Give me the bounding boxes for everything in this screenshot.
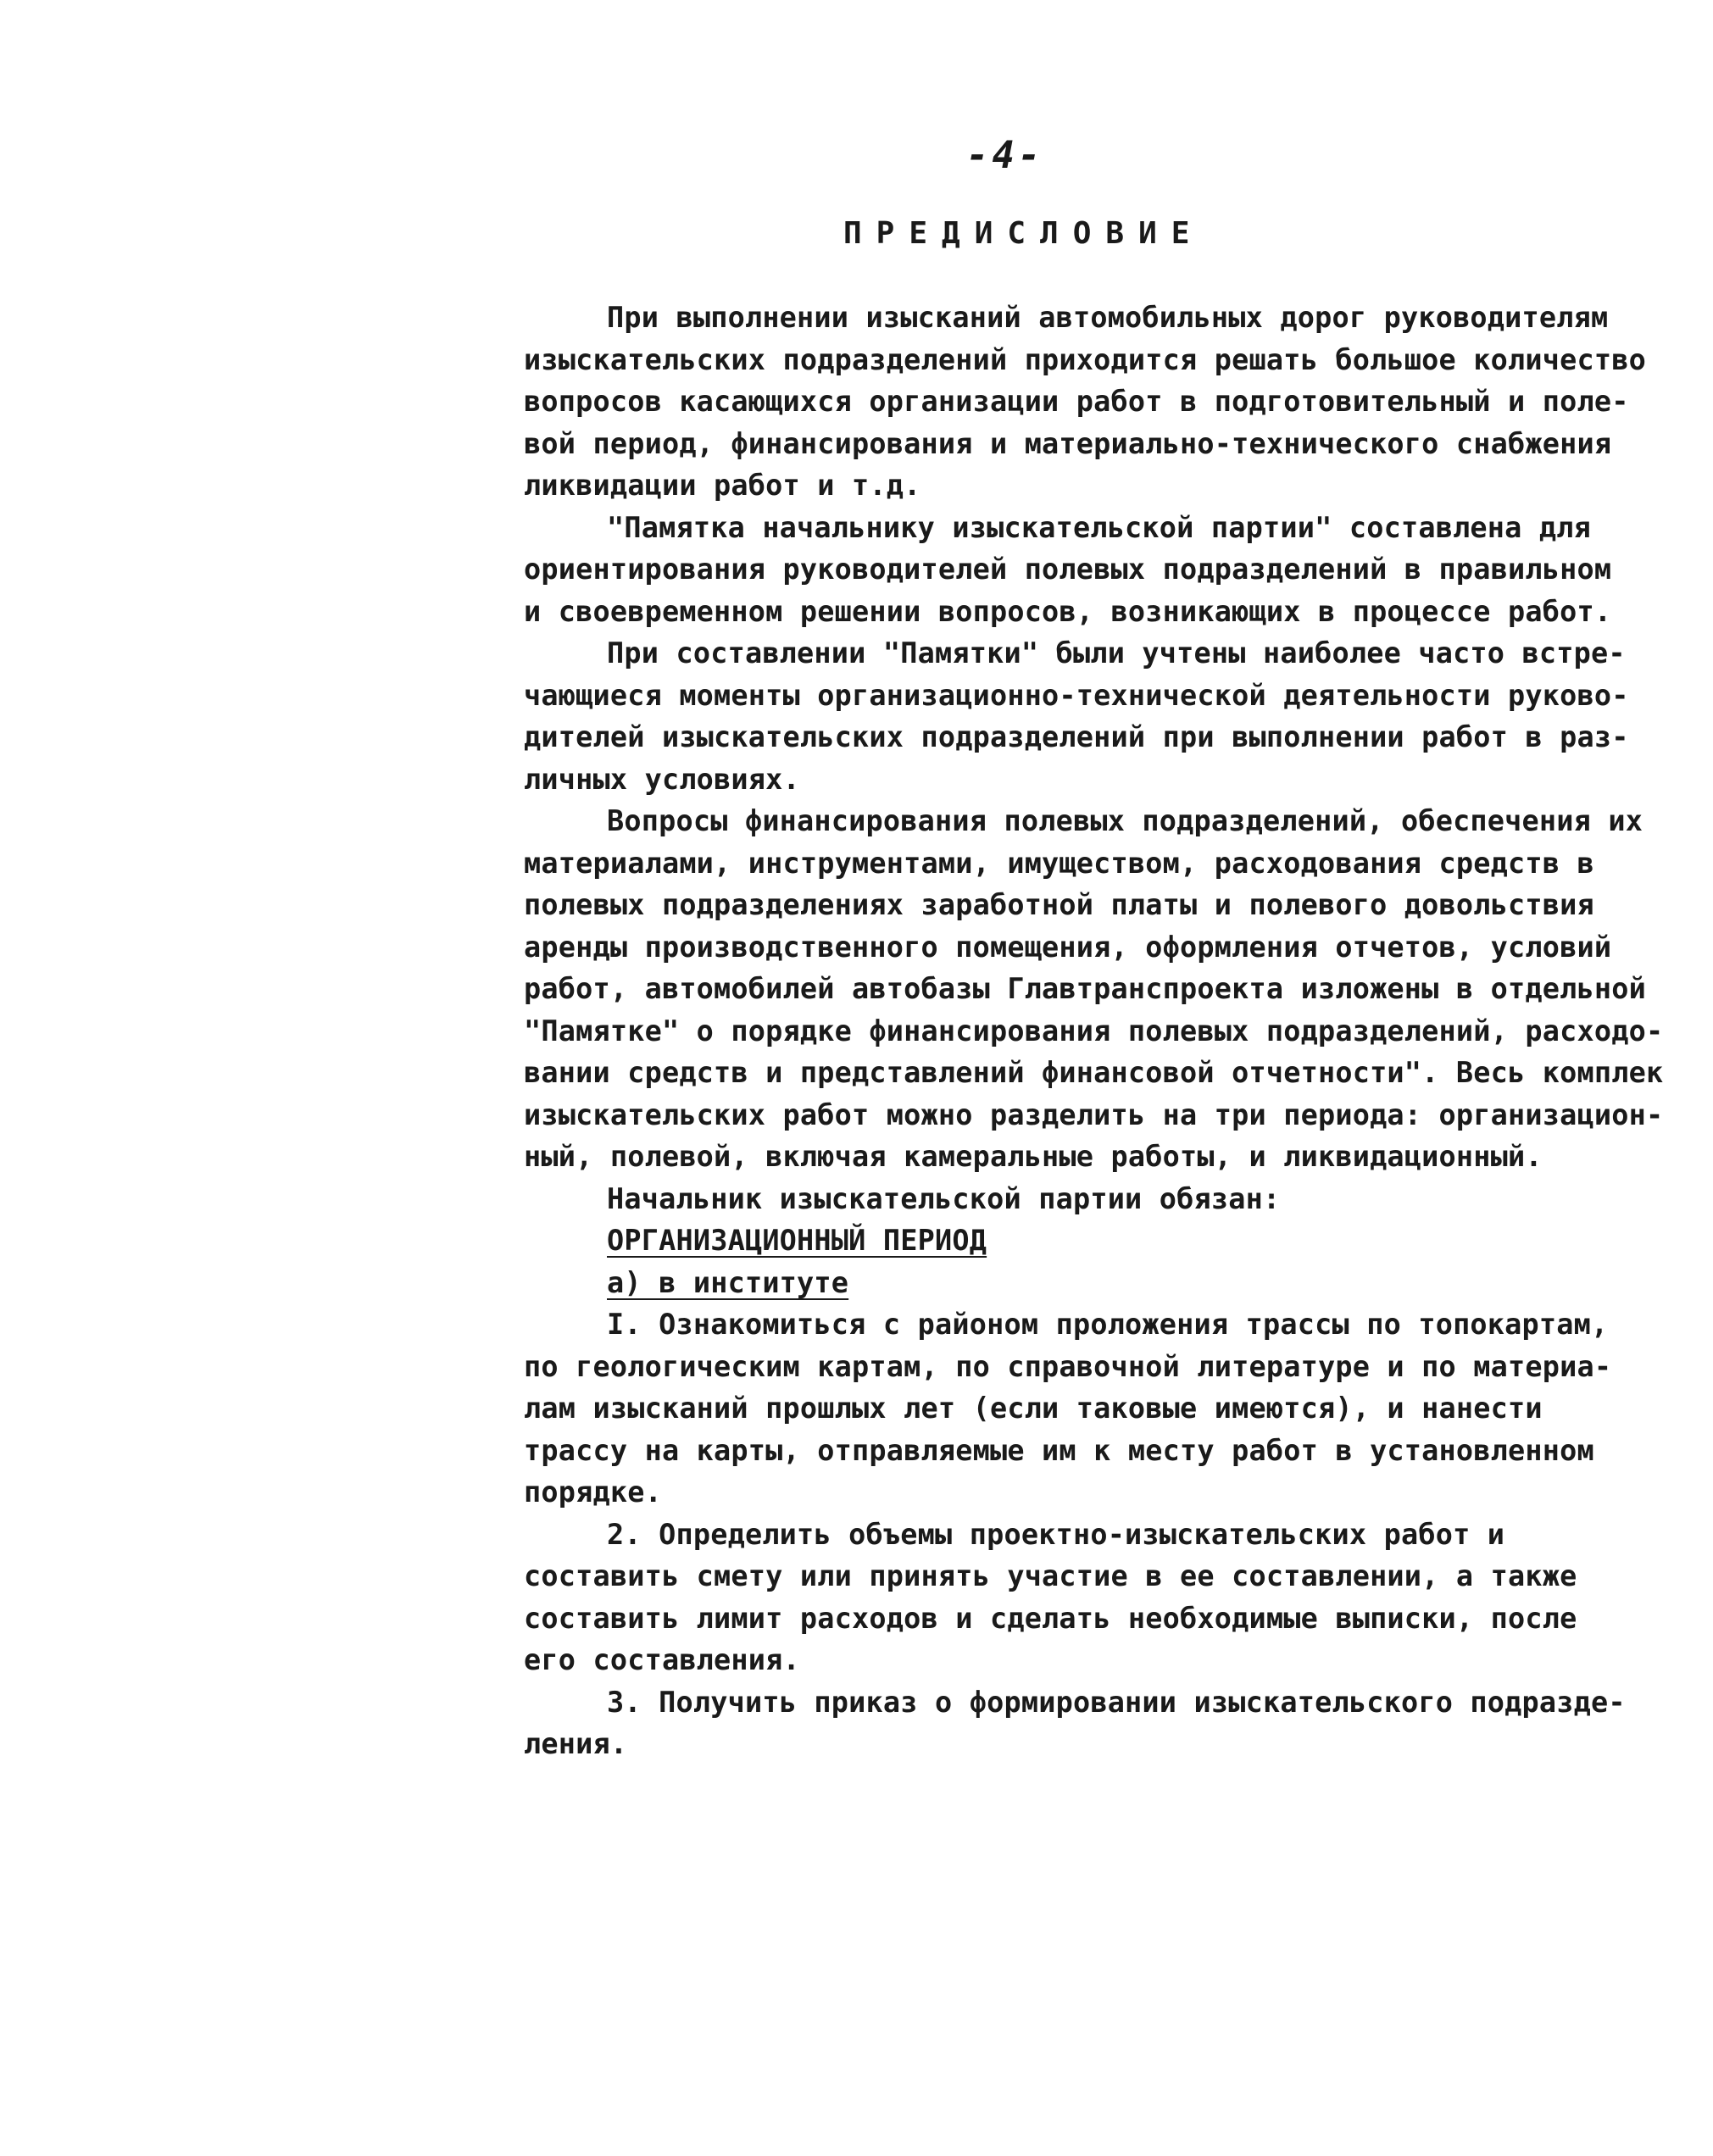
text-line: изыскательских работ можно разделить на три периода: организацион- bbox=[524, 1097, 1664, 1131]
text-line: I. Ознакомиться с районом проложения трассы по топокартам, bbox=[607, 1308, 1609, 1341]
text-line: Вопросы финансирования полевых подразделений, обеспечения их bbox=[607, 804, 1643, 837]
text-line: ориентирования руководителей полевых подразделений в правильном bbox=[524, 553, 1612, 586]
text-line: составить смету или принять участие в ее составлении, а также bbox=[524, 1559, 1577, 1592]
body-text bbox=[524, 297, 1664, 1765]
section-heading-text: ОРГАНИЗАЦИОННЫЙ ПЕРИОД bbox=[607, 1224, 987, 1257]
text-line: вопросов касающихся организации работ в подготовительный и поле- bbox=[524, 385, 1629, 418]
text-line: 2. Определить объемы проектно-изыскательских работ и bbox=[607, 1517, 1505, 1551]
text-line: полевых подразделениях заработной платы и полевого довольствия bbox=[524, 888, 1594, 921]
text-line: аренды производственного помещения, оформления отчетов, условий bbox=[524, 930, 1612, 964]
text-line: ления. bbox=[524, 1727, 628, 1760]
text-line: и своевременном решении вопросов, возникающих в процессе работ. bbox=[524, 594, 1612, 628]
text-line: "Памятке" о порядке финансирования полевых подразделений, расходо- bbox=[524, 1014, 1664, 1047]
text-line: 3. Получить приказ о формировании изыскательского подразде- bbox=[607, 1685, 1626, 1719]
text-line: При выполнении изысканий автомобильных дорог руководителям bbox=[607, 301, 1609, 334]
text-line: ный, полевой, включая камеральные работы, и ликвидационный. bbox=[524, 1140, 1543, 1173]
section-heading bbox=[524, 1220, 1660, 1262]
text-line: работ, автомобилей автобазы Главтранспроекта изложены в отдельной bbox=[524, 972, 1646, 1005]
text-line: изыскательских подразделений приходится решать большое количество bbox=[524, 342, 1646, 376]
subsection-heading bbox=[524, 1262, 1660, 1304]
text-line: чающиеся моменты организационно-технической деятельности руково- bbox=[524, 678, 1629, 712]
text-line: вой период, финансирования и материально-технического снабжения bbox=[524, 426, 1612, 460]
text-line: личных условиях. bbox=[524, 762, 800, 796]
text-line: по геологическим картам, по справочной литературе и по материа- bbox=[524, 1349, 1612, 1383]
text-line: "Памятка начальнику изыскательской партии" составлена для bbox=[607, 510, 1592, 544]
subsection-heading-text: а) в институте bbox=[607, 1265, 849, 1299]
text-line: его составления. bbox=[524, 1643, 800, 1676]
text-line: вании средств и представлений финансовой отчетности". Весь комплек bbox=[524, 1056, 1664, 1089]
page-title: ПРЕДИСЛОВИЕ bbox=[843, 216, 1204, 251]
text-line: дителей изыскательских подразделений при выполнении работ в раз- bbox=[524, 720, 1629, 753]
text-line: составить лимит расходов и сделать необходимые выписки, после bbox=[524, 1601, 1577, 1635]
text-line: материалами, инструментами, имуществом, расходования средств в bbox=[524, 846, 1594, 880]
text-line: трассу на карты, отправляемые им к месту работ в установленном bbox=[524, 1433, 1594, 1467]
text-line: порядке. bbox=[524, 1475, 662, 1509]
text-line: ликвидации работ и т.д. bbox=[524, 469, 921, 502]
text-line: При составлении "Памятки" были учтены наиболее часто встре- bbox=[607, 636, 1626, 670]
text-line: Начальник изыскательской партии обязан: bbox=[607, 1181, 1281, 1215]
page-number: -4- bbox=[966, 134, 1044, 177]
text-line: лам изысканий прошлых лет (если таковые имеются), и нанести bbox=[524, 1392, 1543, 1425]
